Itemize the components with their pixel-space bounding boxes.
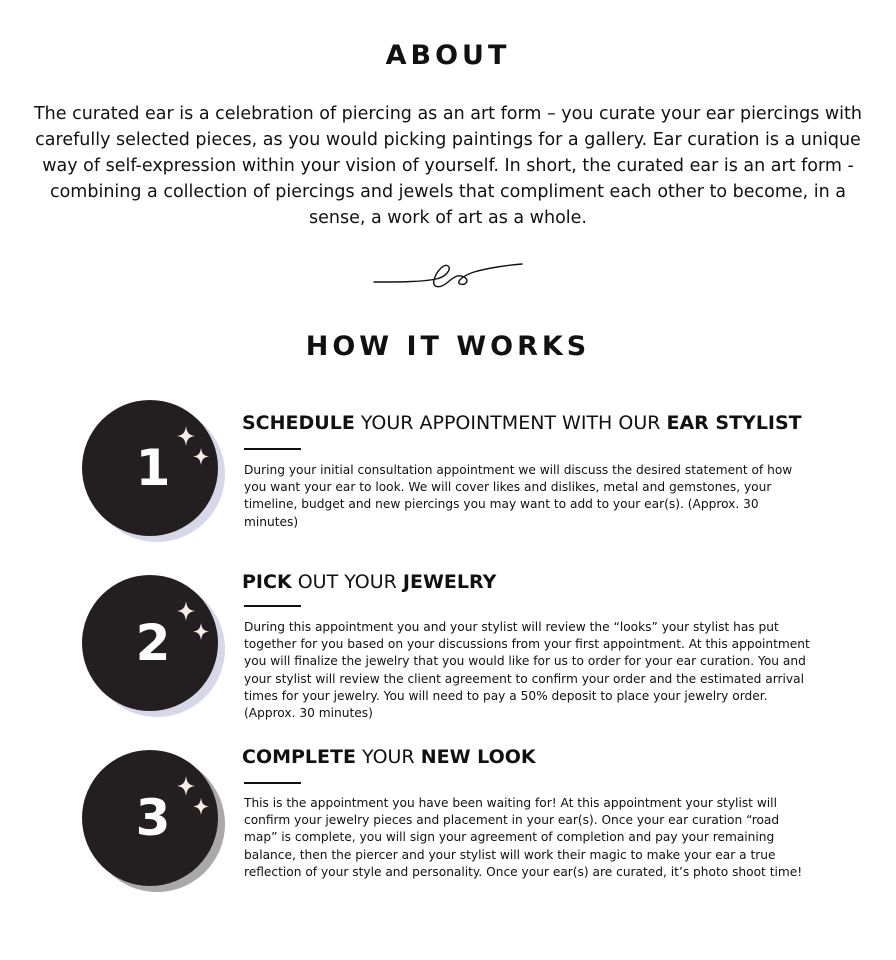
step-heading-bold: JEWELRY — [402, 571, 497, 593]
sparkle-icon — [174, 422, 214, 472]
step-heading-bold: COMPLETE — [242, 746, 356, 768]
step-number-badge — [82, 575, 222, 715]
step-heading — [242, 571, 496, 593]
step-heading-bold: NEW LOOK — [420, 746, 536, 768]
step-description: This is the appointment you have been waiting for! At this appointment your stylist will confirm your jewelry pieces and placement in your ear(s). Once your ear curation “road map” is complete, you will sign your agreement of completion and pay your remaining balance, then the piercer and your stylist will work their magic to make your ear a true reflection of your style and personality. Once your ear(s) are curated, it’s photo shoot time! — [244, 796, 803, 879]
about-text: The curated ear is a celebration of piercing as an art form – you curate your ear piercings with carefully selected pieces, as you would picking paintings for a gallery. Ear curation is a unique way of self-expression within your vision of yourself. In short, the curated ear is an art form - combining a collection of piercings and jewels that compliment each other to become, in a sense, a work of art as a whole. — [33, 104, 862, 228]
squiggle-divider-icon — [370, 258, 526, 298]
sparkle-icon — [174, 772, 214, 822]
step-heading-bold: PICK — [242, 571, 292, 593]
sparkle-icon — [174, 597, 214, 647]
step-number-badge — [82, 750, 222, 890]
step-heading-regular: OUT YOUR — [291, 571, 403, 593]
step-number-badge — [82, 400, 222, 540]
step-description: During your initial consultation appointment we will discuss the desired statement of how you want your ear to look. We will cover likes and dislikes, metal and gemstones, your timeline, budget and new piercings you may want to add to your ear(s). (Approx. 30 minutes) — [244, 463, 793, 529]
step-heading-regular: YOUR APPOINTMENT WITH OUR — [354, 412, 667, 434]
step-heading-bold: EAR STYLIST — [666, 412, 802, 434]
step-description: During this appointment you and your stylist will review the “looks” your stylist has put together for you based on your discussions from your first appointment. At this appointment you will finalize the jewelry that you would like for us to order for your ear curation. You and your stylist will review the client agreement to confirm your order and the estimated arrival times for your jewelry. You will need to pay a 50% deposit to place your jewelry order. (Approx. 30 minutes) — [244, 620, 810, 721]
step-heading — [242, 412, 802, 434]
step-number: 3 — [135, 789, 171, 847]
step-number: 2 — [135, 614, 171, 672]
heading-rule — [244, 448, 301, 450]
step-heading — [242, 746, 536, 768]
heading-rule — [244, 605, 301, 607]
about-title: ABOUT — [385, 40, 511, 71]
heading-rule — [244, 782, 301, 784]
step-heading-bold: SCHEDULE — [242, 412, 355, 434]
how-it-works-title: HOW IT WORKS — [305, 331, 591, 362]
step-heading-regular: YOUR — [355, 746, 421, 768]
step-number: 1 — [135, 439, 171, 497]
